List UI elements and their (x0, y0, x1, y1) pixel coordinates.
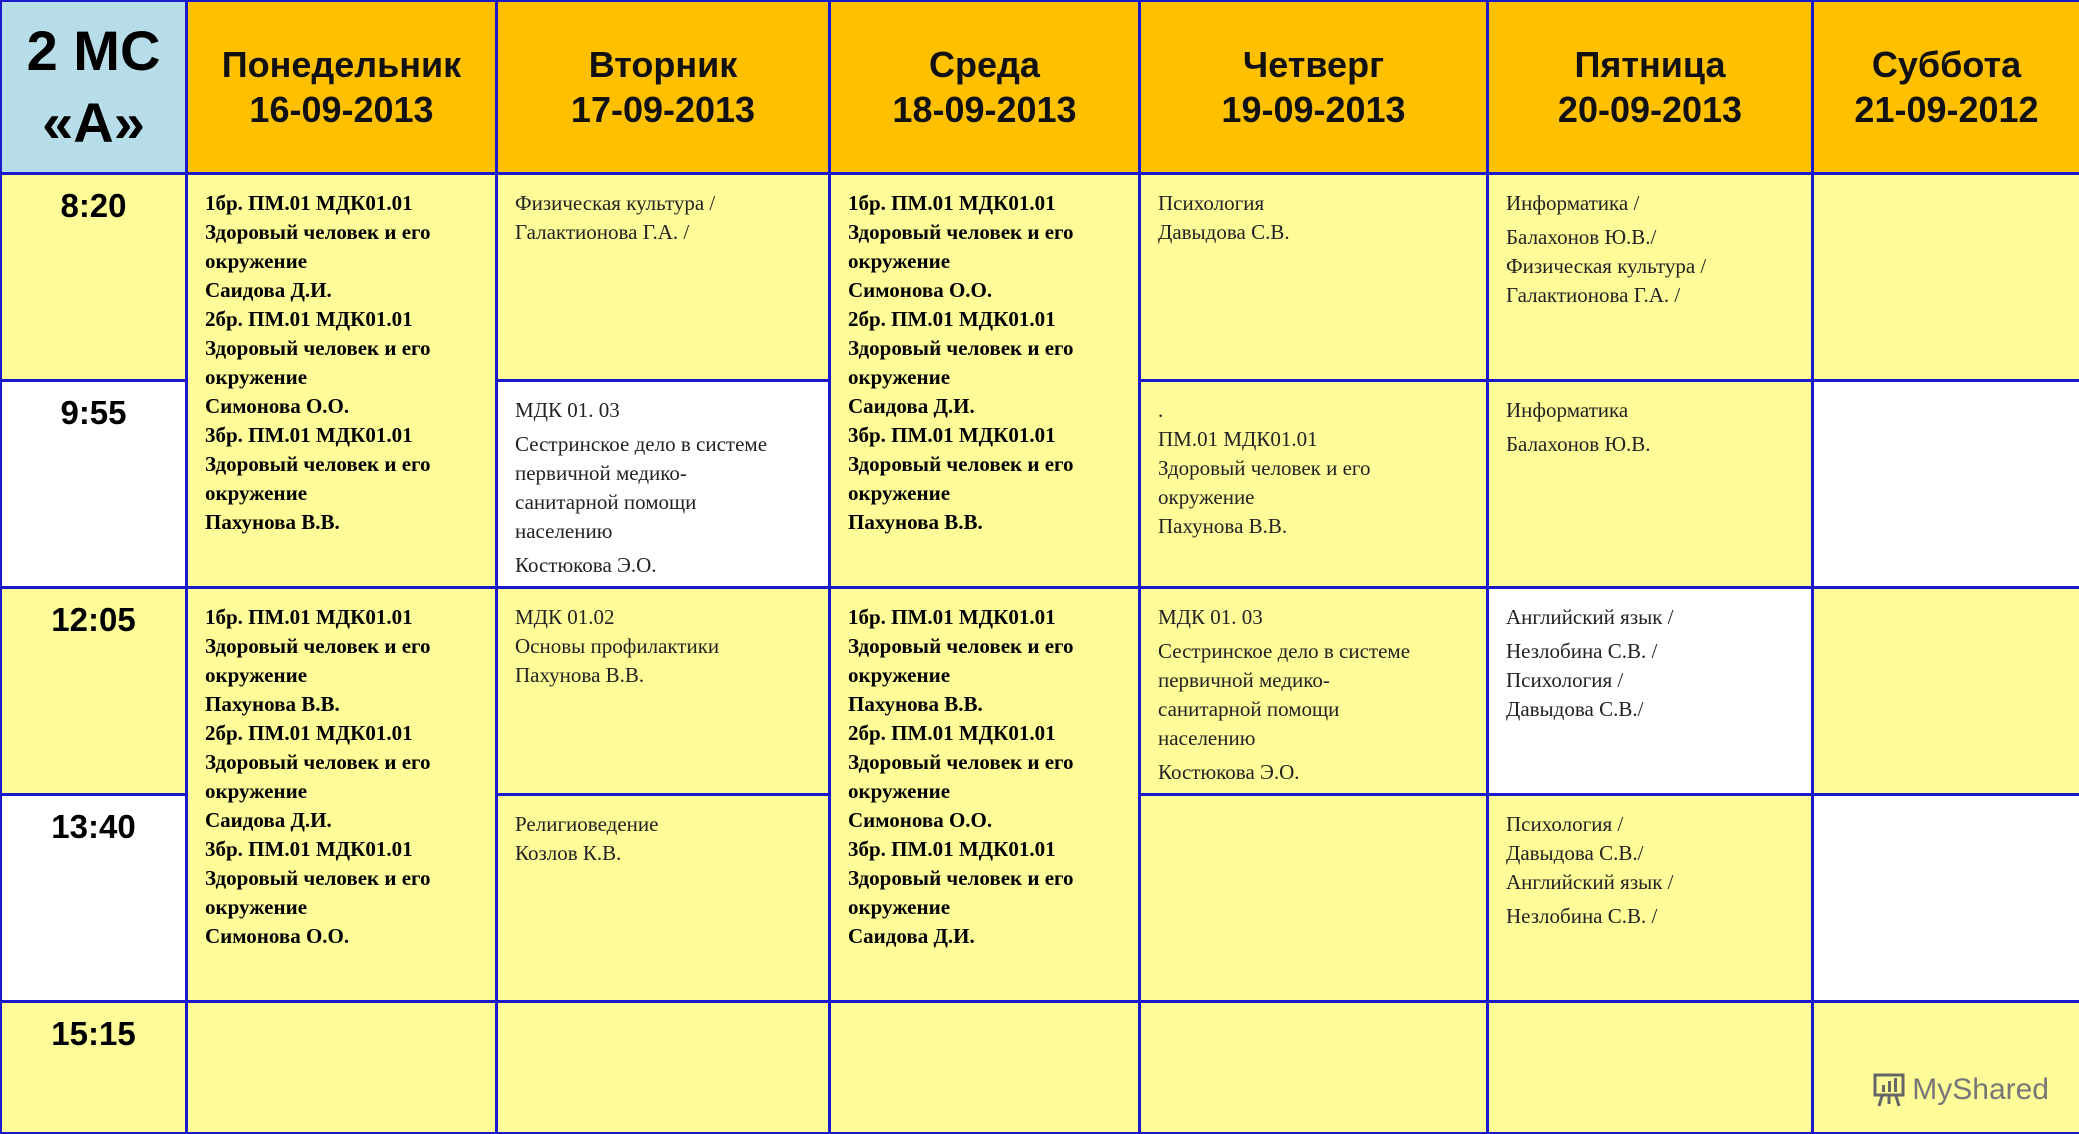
lesson-line: ПМ.01 МДК01.01 (1158, 427, 1318, 451)
empty-cell (1814, 589, 2079, 793)
lesson-line: окружение (848, 365, 951, 389)
lesson-cell (1489, 796, 1811, 1000)
lesson-cell (1489, 589, 1811, 793)
lesson-line: Физическая культура / (1506, 254, 1707, 278)
empty-cell (1141, 796, 1486, 1000)
lesson-cell (1489, 382, 1811, 586)
lesson-cell (498, 382, 828, 586)
lesson-line: 2бр. ПМ.01 МДК01.01 (205, 307, 413, 331)
lesson-line: Балахонов Ю.В. (1506, 432, 1651, 456)
header-saturday (1814, 2, 2079, 172)
lesson-line: Саидова Д.И. (205, 808, 332, 832)
lesson-line: населению (1158, 726, 1256, 750)
lesson-line: Информатика (1506, 398, 1629, 422)
lesson-line: Козлов К.В. (515, 841, 622, 865)
lesson-line: Пахунова В.В. (848, 692, 983, 716)
group-name: 2 МС (26, 19, 161, 82)
lesson-line: Саидова Д.И. (205, 278, 332, 302)
lesson-line: МДК 01. 03 (515, 398, 620, 422)
time-slot: 13:40 (2, 796, 185, 1000)
lesson-line: окружение (848, 779, 951, 803)
lesson-line: Здоровый человек и его (848, 750, 1074, 774)
lesson-line: Здоровый человек и его (848, 220, 1074, 244)
group-label (2, 2, 185, 172)
empty-cell (188, 1003, 495, 1132)
lesson-line: 2бр. ПМ.01 МДК01.01 (205, 721, 413, 745)
lesson-line: Симонова О.О. (848, 278, 993, 302)
header-thursday (1141, 2, 1486, 172)
lesson-line: Симонова О.О. (205, 394, 350, 418)
lesson-line: 1бр. ПМ.01 МДК01.01 (848, 605, 1056, 629)
lesson-line: окружение (205, 249, 308, 273)
lesson-line: окружение (1158, 485, 1255, 509)
lesson-line: Давыдова С.В./ (1506, 697, 1644, 721)
lesson-line: окружение (848, 249, 951, 273)
lesson-line: Психология / (1506, 668, 1624, 692)
day-date: 18-09-2013 (892, 89, 1077, 130)
empty-cell (1814, 382, 2079, 586)
lesson-cell (831, 175, 1138, 586)
time-slot: 9:55 (2, 382, 185, 586)
lesson-line: Информатика / (1506, 191, 1640, 215)
empty-cell (1141, 1003, 1486, 1132)
lesson-line: Здоровый человек и его (205, 866, 431, 890)
lesson-cell (498, 589, 828, 793)
lesson-line: 1бр. ПМ.01 МДК01.01 (848, 191, 1056, 215)
lesson-line: Пахунова В.В. (1158, 514, 1288, 538)
lesson-line: Сестринское дело в системе (1158, 639, 1411, 663)
lesson-line: первичной медико- (515, 461, 687, 485)
header-friday (1489, 2, 1811, 172)
lesson-line: Основы профилактики (515, 634, 720, 658)
lesson-line: первичной медико- (1158, 668, 1330, 692)
time-slot: 8:20 (2, 175, 185, 379)
lesson-line: Саидова Д.И. (848, 394, 975, 418)
lesson-line: Религиоведение (515, 812, 659, 836)
lesson-line: окружение (205, 481, 308, 505)
lesson-cell (1141, 382, 1486, 586)
lesson-line: окружение (205, 895, 308, 919)
lesson-line: Сестринское дело в системе (515, 432, 768, 456)
lesson-line: 3бр. ПМ.01 МДК01.01 (848, 423, 1056, 447)
empty-cell (1814, 796, 2079, 1000)
day-name: Понедельник (221, 44, 462, 85)
day-date: 20-09-2013 (1557, 89, 1743, 130)
lesson-line: Костюкова Э.О. (1158, 760, 1300, 784)
header-wednesday (831, 2, 1138, 172)
lesson-line: 3бр. ПМ.01 МДК01.01 (205, 423, 413, 447)
lesson-cell (498, 796, 828, 1000)
presentation-icon (1872, 1072, 1906, 1108)
lesson-line: Здоровый человек и его (1158, 456, 1371, 480)
day-date: 17-09-2013 (570, 89, 756, 130)
empty-cell (1814, 175, 2079, 379)
group-letter: «А» (42, 91, 145, 154)
lesson-line: Симонова О.О. (205, 924, 350, 948)
day-name: Пятница (1574, 44, 1726, 85)
lesson-line: Симонова О.О. (848, 808, 993, 832)
lesson-line: Пахунова В.В. (205, 510, 340, 534)
lesson-line: 2бр. ПМ.01 МДК01.01 (848, 721, 1056, 745)
lesson-line: Здоровый человек и его (205, 750, 431, 774)
lesson-line: Галактионова Г.А. / (1506, 283, 1681, 307)
lesson-cell (1141, 589, 1486, 793)
lesson-line: Пахунова В.В. (205, 692, 340, 716)
day-name: Суббота (1871, 44, 2022, 85)
lesson-line: окружение (848, 481, 951, 505)
lesson-line: Саидова Д.И. (848, 924, 975, 948)
lesson-line: Незлобина С.В. / (1506, 639, 1658, 663)
lesson-line: 2бр. ПМ.01 МДК01.01 (848, 307, 1056, 331)
lesson-line: Здоровый человек и его (205, 336, 431, 360)
empty-cell (831, 1003, 1138, 1132)
lesson-cell (498, 175, 828, 379)
watermark (1872, 1072, 2049, 1108)
lesson-line: населению (515, 519, 613, 543)
lesson-line: санитарной помощи (1158, 697, 1340, 721)
lesson-line: 1бр. ПМ.01 МДК01.01 (205, 191, 413, 215)
lesson-line: Давыдова С.В./ (1506, 841, 1644, 865)
day-date: 16-09-2013 (249, 89, 434, 130)
lesson-line: Костюкова Э.О. (515, 553, 657, 577)
lesson-line: Английский язык / (1506, 605, 1674, 629)
lesson-line: Психология / (1506, 812, 1624, 836)
day-name: Вторник (588, 44, 738, 85)
lesson-line: санитарной помощи (515, 490, 697, 514)
lesson-line: МДК 01.02 (515, 605, 615, 629)
day-date: 21-09-2012 (1854, 89, 2039, 130)
lesson-line: Здоровый человек и его (848, 452, 1074, 476)
lesson-line: Здоровый человек и его (205, 220, 431, 244)
lesson-line: Здоровый человек и его (205, 634, 431, 658)
lesson-line: Физическая культура / (515, 191, 716, 215)
day-date: 19-09-2013 (1221, 89, 1406, 130)
day-name: Четверг (1242, 44, 1385, 85)
lesson-line: Незлобина С.В. / (1506, 904, 1658, 928)
empty-cell (1814, 1003, 2079, 1132)
lesson-line: МДК 01. 03 (1158, 605, 1263, 629)
day-name: Среда (929, 44, 1040, 85)
lesson-line: Здоровый человек и его (205, 452, 431, 476)
lesson-line: окружение (205, 663, 308, 687)
header-monday (188, 2, 495, 172)
lesson-cell (1489, 175, 1811, 379)
lesson-line: окружение (205, 365, 308, 389)
lesson-line: окружение (848, 663, 951, 687)
lesson-line: Пахунова В.В. (515, 663, 645, 687)
lesson-cell (188, 589, 495, 1000)
lesson-line: Здоровый человек и его (848, 336, 1074, 360)
lesson-line: окружение (848, 895, 951, 919)
watermark-text: MyShared (1912, 1073, 2049, 1106)
lesson-line: 3бр. ПМ.01 МДК01.01 (205, 837, 413, 861)
lesson-line: Пахунова В.В. (848, 510, 983, 534)
lesson-line: Галактионова Г.А. / (515, 220, 690, 244)
lesson-line: 1бр. ПМ.01 МДК01.01 (205, 605, 413, 629)
time-slot: 15:15 (2, 1003, 185, 1132)
lesson-cell (831, 589, 1138, 1000)
lesson-line: Психология (1158, 191, 1265, 215)
lesson-cell (188, 175, 495, 586)
lesson-line: 3бр. ПМ.01 МДК01.01 (848, 837, 1056, 861)
empty-cell (1489, 1003, 1811, 1132)
lesson-line: Здоровый человек и его (848, 866, 1074, 890)
lesson-line: . (1158, 398, 1164, 422)
lesson-line: окружение (205, 779, 308, 803)
empty-cell (498, 1003, 828, 1132)
lesson-cell (1141, 175, 1486, 379)
lesson-line: Здоровый человек и его (848, 634, 1074, 658)
header-tuesday (498, 2, 828, 172)
lesson-line: Давыдова С.В. (1158, 220, 1290, 244)
lesson-line: Балахонов Ю.В./ (1506, 225, 1657, 249)
lesson-line: Английский язык / (1506, 870, 1674, 894)
time-slot: 12:05 (2, 589, 185, 793)
